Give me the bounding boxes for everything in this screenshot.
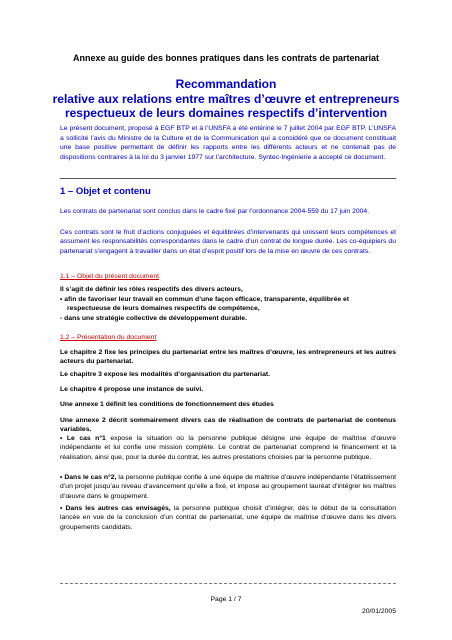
sub12-paragraph-1: Le chapitre 2 fixe les principes du partenariat entre les maîtres d’œuvre, les entrepreneurs et les autres acteurs du partenariat. — [60, 349, 396, 366]
sub12-paragraph-2: Le chapitre 3 expose les modalités d’organisation du partenariat. — [60, 371, 271, 378]
sub11-bullet-1-cont: respectueuse de leurs domaines respectifs de compétence, — [67, 305, 260, 312]
annexe-header: Annexe au guide des bonnes pratiques dans les contrats de partenariat — [72, 53, 380, 63]
sub12-paragraph-4: Une annexe 1 définit les conditions de fonctionnement des études — [60, 401, 274, 408]
intro-paragraph: Le présent document, proposé à EGF BTP et à l’UNSFA a été entériné le 7 juillet 2004 par EGF BTP. L’UNSFA a sollicité l’avis du Ministre de la Culture et de la Communication qui a considéré que ce document constituait une base positive permettant de définir les rapports entre les différents acteurs et ne contenait pas de dispositions contraires à la loi du 3 janvier 1977 sur l’architecture. Syntec-Ingénierie a accepté ce document. — [60, 125, 396, 161]
case-1-text: expose la situation où la personne publique désigne une équipe de maîtrise d’œuvre indépendante et lui confie une mission complète. Le contrat de partenariat comprend le financement et la réalisation, ainsi que, pour la durée du contrat, les autres prestations choisies par la personne publique. — [60, 435, 397, 461]
case-1 — [60, 434, 396, 462]
case-3-text: la personne publique choisit d’intégrer, dès le début de la consultation lancée en vue de la conclusion d’un contrat de partenariat, une équipe de maîtrise d’œuvre dans les divers groupements candidats. — [60, 505, 396, 531]
sub12-paragraph-3: Le chapitre 4 propose une instance de suivi. — [60, 386, 204, 393]
sub11-lead: Il s’agit de définir les rôles respectifs des divers acteurs, — [60, 286, 243, 293]
footer-date: 20/01/2005 — [361, 608, 396, 615]
sub11-bullet-2: - dans une stratégie collective de développement durable. — [60, 315, 247, 322]
title-line-3: respectueux de leurs domaines respectifs d’intervention — [64, 106, 388, 120]
section-paragraph-2: Ces contrats sont le fruit d’actions conjuguées et équilibrées d’intervenants qui unissent leurs compétences et assument les responsabilités correspondantes dans le cadre d’un contrat de longue durée. Les co-équipiers du partenariat s’engagent à travailler dans un état d’esprit positif lors de la mise en œuvre de ces contrats. — [60, 229, 396, 255]
page-number: Page 1 / 7 — [210, 596, 242, 603]
case-2 — [60, 473, 396, 501]
case-2-text: la personne publique confie à une équipe de maîtrise d’œuvre indépendante l’établissement d’un projet jusqu’au niveau d’avancement qu’elle a fixé, et impose au groupement lauréat d’intégrer les maîtres d’œuvre dans le groupement. — [60, 474, 396, 500]
subsection-heading-1-2: 1.2 – Présentation du document — [60, 334, 157, 341]
section-paragraph-1: Les contrats de partenariat sont conclus dans le cadre fixé par l’ordonnance 2004-559 du 17 juin 2004. — [60, 208, 370, 215]
footer-divider — [60, 583, 396, 584]
divider — [60, 178, 396, 179]
sub11-bullet-1: • afin de favoriser leur travail en commun d’une façon efficace, transparente, équilibrée et — [60, 296, 350, 303]
case-2-label: • Dans le cas n°2, — [60, 474, 117, 481]
case-3-label: • Dans les autres cas envisagés, — [60, 505, 171, 512]
title-line-1: Recommandation — [175, 77, 277, 91]
case-1-label: • Le cas n°1 — [60, 435, 106, 442]
case-3 — [60, 504, 396, 532]
title-line-2: relative aux relations entre maîtres d’œuvre et entrepreneurs — [52, 91, 400, 106]
section-heading-1: 1 – Objet et contenu — [60, 186, 151, 197]
sub12-paragraph-5: Une annexe 2 décrit sommairement divers cas de réalisation de contrats de partenariat de contenus variables. — [60, 417, 396, 434]
subsection-heading-1-1: 1.1 – Objet du présent document — [60, 273, 159, 280]
document-title — [30, 77, 422, 121]
